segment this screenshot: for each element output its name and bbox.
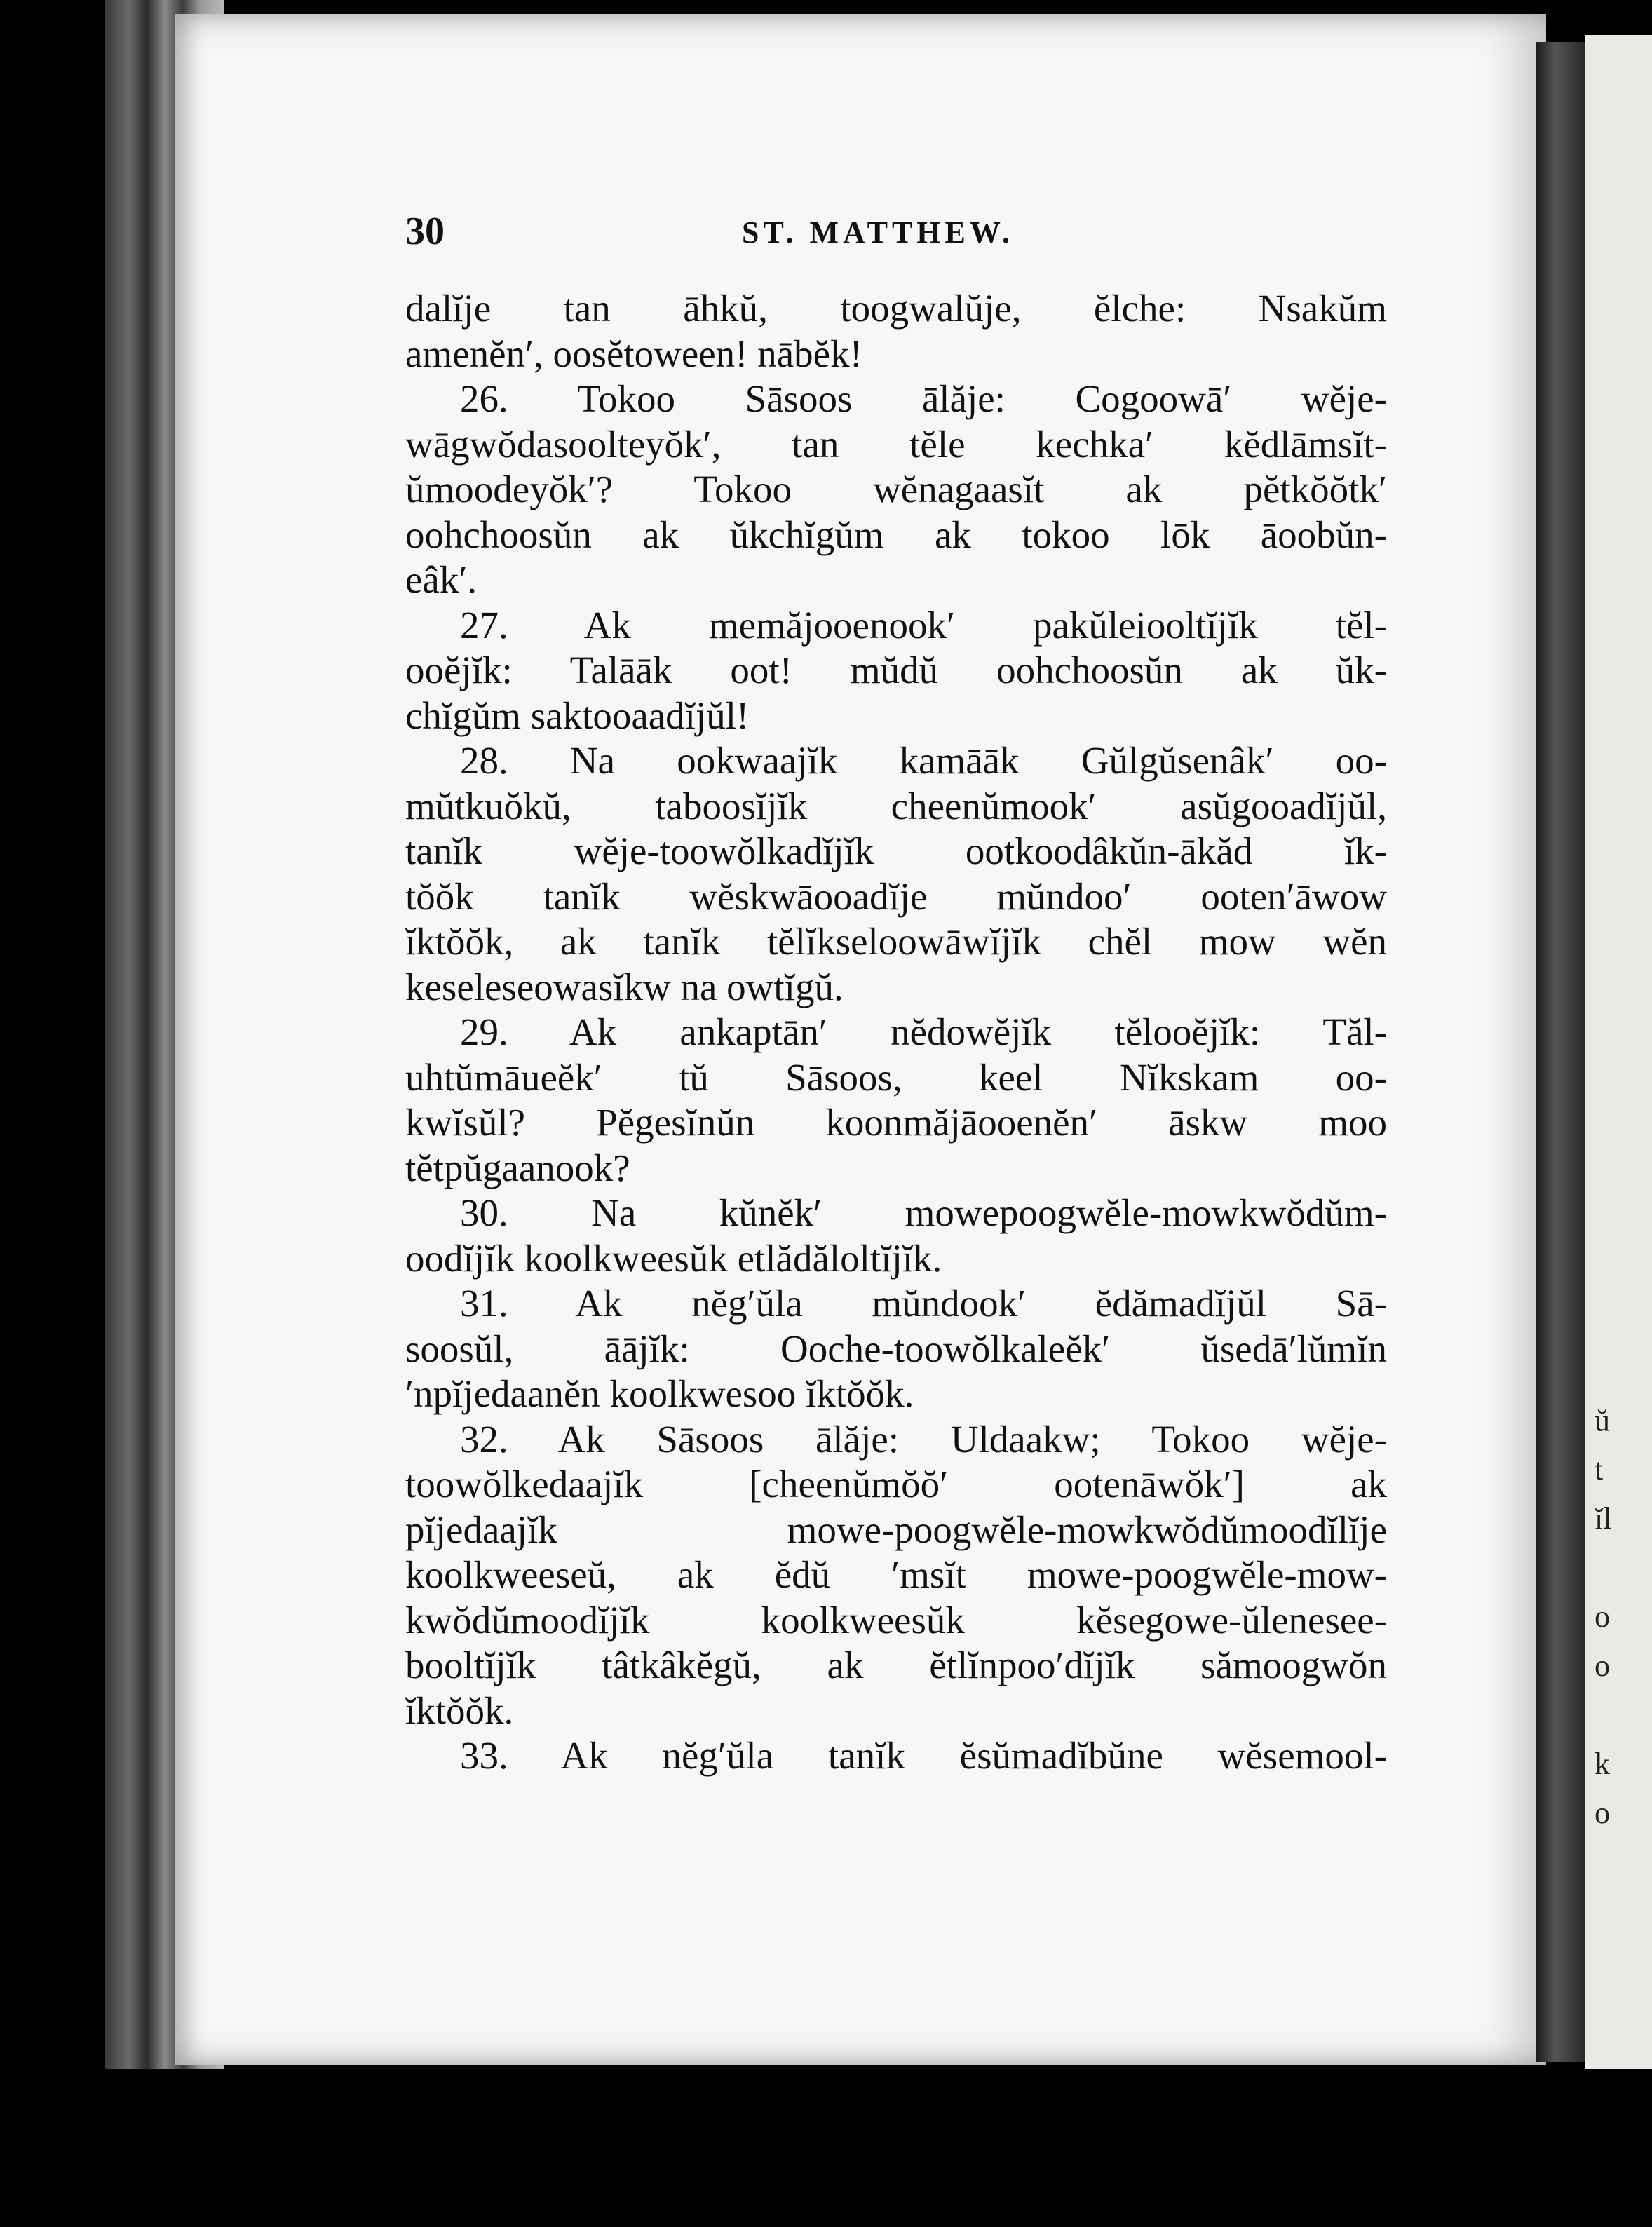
text-line: 31. Ak nĕg′ŭla mŭndook′ ĕdămadĭjŭl Sā-	[460, 1282, 1387, 1325]
text-line: 29. Ak ankaptān′ nĕdowĕjĭk tĕlooĕjĭk: Tăl-	[460, 1010, 1387, 1053]
text-line: dalĭje tan āhkŭ, toogwalŭje, ĕlche: Nsakŭm	[405, 287, 1387, 330]
text-line: ĭktŏŏk, ak tanĭk tĕlĭkseloowāwĭjĭk chĕl mow wĕn	[405, 920, 1387, 963]
body-text	[405, 286, 1387, 1779]
facing-page-fragment: o	[1595, 1649, 1610, 1683]
text-line: ′npĭjedaanĕn koolkwesoo ĭktŏŏk.	[405, 1372, 914, 1415]
text-line: soosŭl, āājĭk: Ooche-toowŏlkaleĕk′ ŭsedā′lŭmĭn	[405, 1327, 1387, 1370]
text-line: kwŏdŭmoodĭjĭk koolkweesŭk kĕsegowe-ŭlenesee-	[405, 1598, 1387, 1642]
text-line: ĭktŏŏk.	[405, 1688, 514, 1732]
page-number: 30	[405, 210, 445, 253]
text-line: mŭtkuŏkŭ, taboosĭjĭk cheenŭmook′ asŭgooadĭjŭl,	[405, 784, 1387, 827]
facing-page-fragment: t	[1595, 1452, 1604, 1487]
gutter-shadow	[1536, 42, 1585, 2062]
text-line: ŭmoodeyŏk′? Tokoo wĕnagaasĭt ak pĕtkŏŏtk′	[405, 468, 1387, 510]
facing-page-fragment: ŭ	[1595, 1403, 1610, 1437]
text-line: uhtŭmāueĕk′ tŭ Sāsoos, keel Nĭkskam oo-	[405, 1055, 1387, 1099]
text-line: chĭgŭm saktooaadĭjŭl!	[405, 693, 750, 737]
text-line: oodĭjĭk koolkweesŭk etlădăloltĭjĭk.	[405, 1236, 942, 1280]
text-line: 28. Na ookwaajĭk kamāāk Gŭlgŭsenâk′ oo-	[460, 739, 1387, 782]
running-title: ST. MATTHEW.	[742, 215, 1014, 250]
text-line: koolkweeseŭ, ak ĕdŭ ′msĭt mowe-poogwĕle-mow-	[405, 1553, 1387, 1596]
text-line: tŏŏk tanĭk wĕskwāooadĭje mŭndoo′ ooten′āwow	[405, 874, 1387, 918]
scanner-background	[0, 2069, 1652, 2227]
text-line: ooĕjĭk: Talāāk oot! mŭdŭ oohchoosŭn ak ŭk-	[405, 649, 1387, 691]
text-line: pĭjedaajĭk mowe-poogwĕle-mowkwŏdŭmoodĭlĭje	[405, 1508, 1387, 1551]
text-line: wāgwŏdasoolteyŏk′, tan tĕle kechka′ kĕdlāmsĭt-	[405, 422, 1387, 466]
facing-page-edge	[1585, 35, 1652, 2069]
facing-page-fragment: k	[1595, 1747, 1610, 1781]
text-line: booltĭjĭk tâtkâkĕgŭ, ak ĕtlĭnpoo′dĭjĭk sămoogwŏn	[405, 1644, 1387, 1686]
text-line: 32. Ak Sāsoos ālăje: Uldaakw; Tokoo wĕje-	[460, 1417, 1387, 1461]
text-line: 33. Ak nĕg′ŭla tanĭk ĕsŭmadĭbŭne wĕsemool-	[460, 1734, 1387, 1777]
page-header	[405, 209, 1387, 258]
text-line: tĕtpŭgaanook?	[405, 1146, 630, 1189]
text-line: 27. Ak memăjooenook′ pakŭleiooltĭjĭk tĕl-	[460, 603, 1387, 647]
text-line: tanĭk wĕje-toowŏlkadĭjĭk ootkoodâkŭn-ākăd ĭk-	[405, 830, 1387, 872]
facing-page-fragment: o	[1595, 1599, 1610, 1634]
text-line: amenĕn′, oosĕtoween! nābĕk!	[405, 332, 862, 375]
text-line: keseleseowasĭkw na owtĭgŭ.	[405, 965, 844, 1008]
text-line: eâk′.	[405, 558, 478, 601]
facing-page-fragment: o	[1595, 1796, 1610, 1830]
text-line: toowŏlkedaajĭk [cheenŭmŏŏ′ ootenāwŏk′] ak	[405, 1463, 1387, 1505]
text-line: kwĭsŭl? Pĕgesĭnŭn koonmăjāooenĕn′ āskw moo	[405, 1101, 1387, 1144]
text-line: oohchoosŭn ak ŭkchĭgŭm ak tokoo lōk āoobŭn-	[405, 513, 1387, 556]
text-line: 30. Na kŭnĕk′ mowepoogwĕle-mowkwŏdŭm-	[460, 1191, 1387, 1234]
facing-page-fragment: ĭl	[1595, 1501, 1612, 1536]
text-line: 26. Tokoo Sāsoos ālăje: Cogoowā′ wĕje-	[460, 377, 1387, 420]
